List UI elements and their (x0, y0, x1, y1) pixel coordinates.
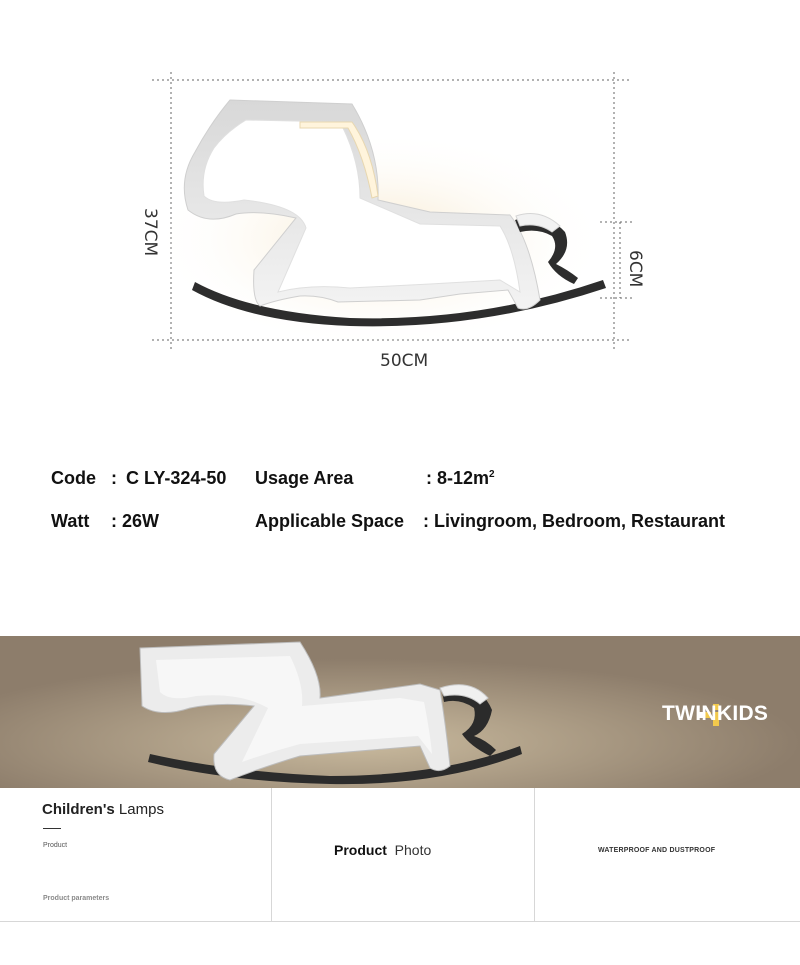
panel-divider-1 (271, 788, 272, 921)
title-underline (43, 828, 61, 829)
height-label: 37CM (140, 208, 160, 257)
spec-watt-sep: : (111, 511, 117, 531)
spec-code-sep: : (111, 468, 117, 488)
children-lamps-title: Children's Lamps (42, 801, 164, 818)
product-parameters-label: Product parameters (43, 895, 110, 902)
brand-name: TWINKIDS (662, 702, 769, 725)
spec-code-label: Code (51, 468, 96, 488)
children-subtitle: Product (43, 842, 68, 849)
spec-usage-sep: : (426, 468, 432, 488)
spec-space-value: Livingroom, Bedroom, Restaurant (434, 511, 726, 531)
spec-usage-label: Usage Area (255, 468, 354, 488)
footer-bottom-line (0, 921, 800, 922)
spec-space-label: Applicable Space (255, 511, 405, 531)
depth-label: 6CM (625, 250, 645, 288)
panel-divider-2 (534, 788, 535, 921)
spec-watt-label: Watt (51, 511, 90, 531)
spec-code-value: C LY-324-50 (126, 468, 227, 488)
width-label: 50CM (380, 351, 429, 371)
product-photo-title: Product Photo (334, 842, 432, 858)
waterproof-label: WATERPROOF AND DUSTPROOF (598, 847, 716, 854)
spec-space-sep: : (423, 511, 429, 531)
spec-usage-sup: 2 (489, 469, 495, 480)
spec-watt-value: 26W (122, 511, 160, 531)
spec-usage-value: $8-12m^2$ (437, 468, 495, 488)
